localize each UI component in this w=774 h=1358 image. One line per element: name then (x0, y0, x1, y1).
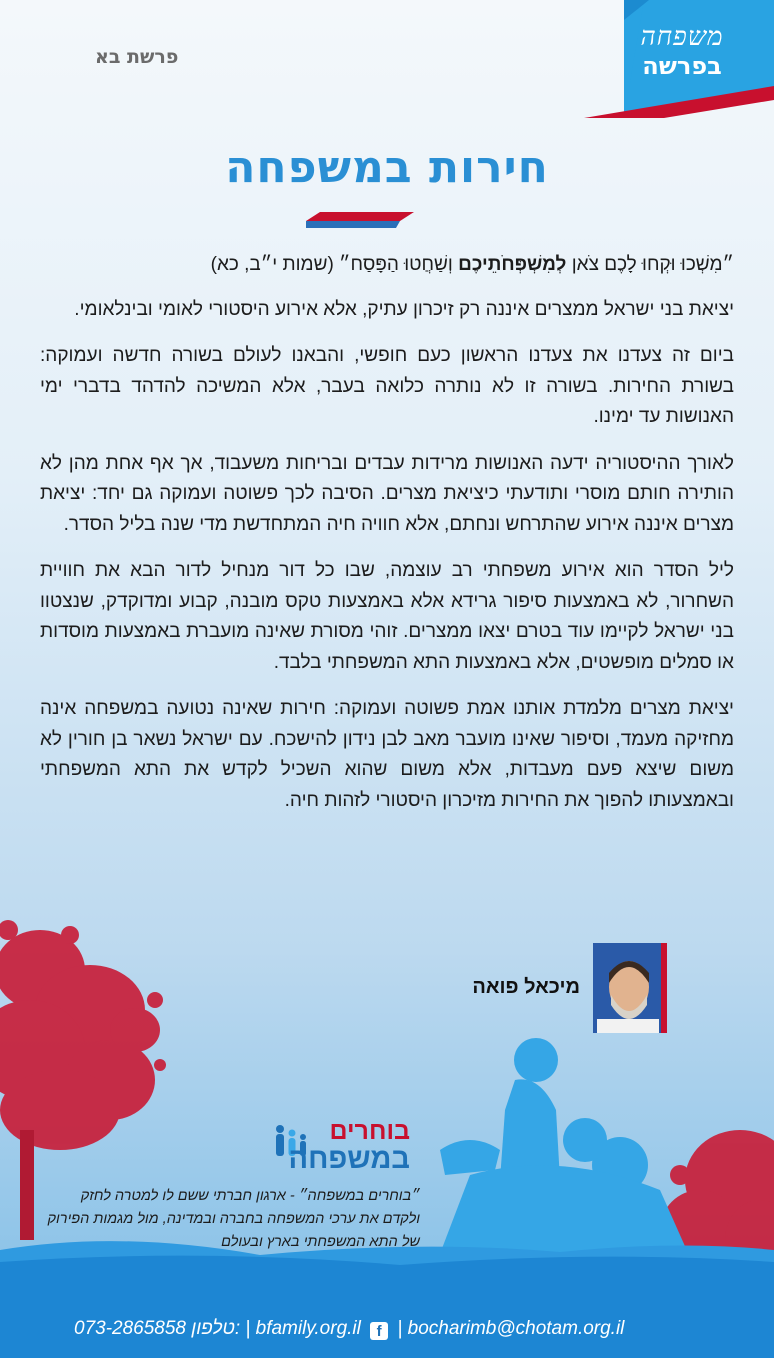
organization-logo (270, 1115, 410, 1175)
footer-separator-2: | (397, 1318, 403, 1339)
footer-phone-label: טלפון: (191, 1318, 241, 1339)
verse-bold: לְמִשְׁפְּחֹתֵיכֶם (458, 254, 567, 275)
paragraph-5: יציאת מצרים מלמדת אותנו אמת פשוטה ועמוקה: חירות שאינה נטועה במשפחה אינה מחזיקה מעמד, וסיפור שאינו מועבר מאב לבן נידון להישכח. עם ישראל נשאר בן חורין לא משום שיצא פעם מעבדות, אלא משום שהוא השכיל לקדש את התא המשפחתי ובאמצעותו להפוך את החירות מזיכרון היסטורי לזהות חיה. (40, 698, 734, 811)
author-name: מיכאל פואה (472, 976, 580, 998)
footer-separator-1: | (245, 1318, 251, 1339)
verse-post: וְשַׁחֲטוּ הַפָּסַח״ (שמות י״ב, כא) (210, 254, 459, 275)
paragraph-2: ביום זה צעדנו את צעדנו הראשון כעם חופשי, והבאנו לעולם בשורה חדשה ועמוקה: בשורת החירות. בשורה זו לא נותרה כלואה בעבר, אלא המשיכה להדהד בדברי ימי האנושות עד ימינו. (40, 345, 734, 427)
paragraph-3: לאורך ההיסטוריה ידעה האנושות מרידות עבדים ובריחות משעבוד, אך אף אחת מהן לא הותירה חותם מוסרי ותודעתי כיציאת מצרים. הסיבה לכך פשוטה ועמוקה גם יחד: יציאת מצרים איננה אירוע שהתרחש ונחתם, אלא חוויה חיה המתחדשת מדי שנה בליל הסדר. (40, 452, 734, 535)
brand-script-text: משפחה (640, 22, 724, 52)
footer-phone[interactable]: 073-2865858 (74, 1318, 186, 1339)
footer-contact (74, 1318, 704, 1340)
footer-email[interactable]: bocharimb@chotam.org.il (407, 1318, 625, 1339)
paragraph-4: ליל הסדר הוא אירוע משפחתי רב עוצמה, שבו כל דור מנחיל לדור הבא את חוויית השחרור, לא באמצעות סיפור גרידא אלא באמצעות טקס מובנה, קבוע ומדוקדק, שנצטוו בני ישראל לקיימו עוד בטרם יצאו ממצרים. זוהי מסורת שאינה מועברת באמצעות מוסדות או סמלים מופשטים, אלא באמצעות התא המשפחתי בלבד. (40, 560, 734, 673)
brand-main-text: בפרשה (642, 52, 722, 80)
logo-line-1: בוחרים (329, 1117, 410, 1145)
organization-description: ״בוחרים במשפחה״ - ארגון חברתי ששם לו למטרה לחזק ולקדם את ערכי המשפחה בחברה ובמדינה, מול מגמות הפירוק של התא המשפחתי בארץ ובעולם (47, 1188, 420, 1250)
paragraph-1: יציאת בני ישראל ממצרים איננה רק זיכרון עתיק, אלא אירוע היסטורי לאומי ובינלאומי. (74, 298, 734, 320)
facebook-icon[interactable]: f (370, 1322, 388, 1340)
verse-pre: ״מִשְׁכוּ וּקְחוּ לָכֶם צֹאן (566, 254, 734, 275)
page-title: חירות במשפחה (225, 142, 549, 193)
parasha-label: פרשת בא (95, 46, 179, 68)
footer-website[interactable]: bfamily.org.il (255, 1318, 361, 1339)
logo-line-2: במשפחה (288, 1143, 410, 1175)
